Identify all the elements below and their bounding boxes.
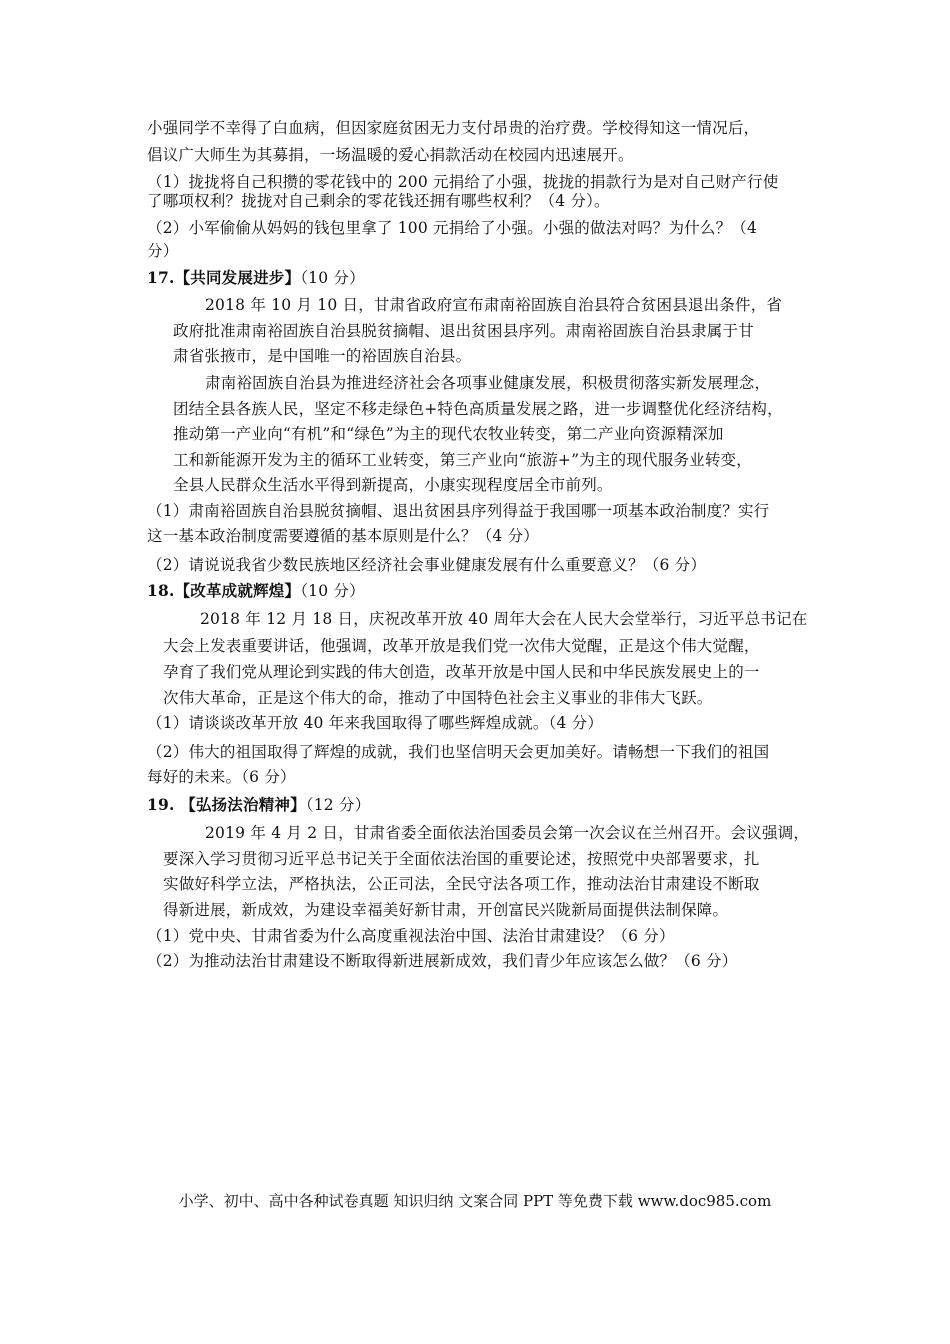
question-17-sub-2: （2）请说说我省少数民族地区经济社会事业健康发展有什么重要意义？（6 分）	[147, 556, 707, 574]
question-19-passage-line-4: 得新进展，新成效，为建设幸福美好新甘肃，开创富民兴陇新局面提供法制保障。	[163, 901, 729, 919]
question-17-number: 17.	[147, 268, 175, 287]
question-18-sub-2-line-1: （2）伟大的祖国取得了辉煌的成就，我们也坚信明天会更加美好。请畅想一下我们的祖国	[147, 743, 770, 761]
question-19-number: 19.	[147, 795, 175, 814]
question-18-passage-line-4: 次伟大革命，正是这个伟大的命，推动了中国特色社会主义事业的非伟大飞跃。	[163, 689, 713, 707]
question-18-number: 18.	[147, 581, 175, 600]
question-18-title: 【改革成就辉煌】	[174, 581, 301, 600]
question-17-passage-1-line-2: 政府批准肃南裕固族自治县脱贫摘帽、退出贫困县序列。肃南裕固族自治县隶属于甘	[173, 322, 754, 340]
question-17-heading	[147, 268, 365, 288]
question-17-sub-1-line-2: 这一基本政治制度需要遵循的基本原则是什么？（4 分）	[147, 527, 539, 545]
question-19-title: 【弘扬法治精神】	[180, 795, 306, 814]
question-17-passage-1-line-1: 2018 年 10 月 10 日，甘肃省政府宣布肃南裕固族自治县符合贫困县退出条件，省	[205, 296, 783, 314]
intro-question-1-line-1: （1）拢拢将自己积攒的零花钱中的 200 元捐给了小强，拢拢的捐款行为是对自己财产行使	[147, 173, 779, 191]
question-19-score: （12 分）	[305, 796, 371, 814]
question-19-sub-2: （2）为推动法治甘肃建设不断取得新进展新成效，我们青少年应该怎么做？（6 分）	[147, 952, 738, 970]
question-18-sub-1: （1）请谈谈改革开放 40 年来我国取得了哪些辉煌成就。（4 分）	[147, 714, 604, 732]
question-18-score: （10 分）	[300, 582, 365, 600]
intro-question-2-line-1: （2）小军偷偷从妈妈的钱包里拿了 100 元捐给了小强。小强的做法对吗？为什么？（4	[147, 219, 758, 237]
question-17-passage-2-line-3: 推动第一产业向“有机”和“绿色”为主的现代农牧业转变，第二产业向资源精深加	[173, 425, 724, 443]
question-18-sub-2-line-2: 每好的未来。（6 分）	[147, 768, 296, 786]
page-footer: 小学、初中、高中各种试卷真题 知识归纳 文案合同 PPT 等免费下载 www.doc985.com	[178, 1192, 772, 1210]
question-19-passage-line-1: 2019 年 4 月 2 日，甘肃省委全面依法治国委员会第一次会议在兰州召开。会议强调，	[205, 824, 810, 842]
question-17-passage-2-line-1: 肃南裕固族自治县为推进经济社会各项事业健康发展，积极贯彻落实新发展理念，	[205, 374, 771, 392]
intro-line-1: 小强同学不幸得了白血病，但因家庭贫困无力支付昂贵的治疗费。学校得知这一情况后，	[147, 119, 760, 137]
intro-line-2: 倡议广大师生为其募捐，一场温暖的爱心捐款活动在校园内迅速展开。	[147, 146, 634, 164]
intro-question-2-line-2: 分）	[147, 242, 179, 260]
intro-question-1-line-2: 了哪项权利？拢拢对自己剩余的零花钱还拥有哪些权利？（4 分）。	[147, 192, 610, 210]
question-19-passage-line-2: 要深入学习贯彻习近平总书记关于全面依法治国的重要论述，按照党中央部署要求，扎	[163, 850, 760, 868]
question-19-passage-line-3: 实做好科学立法，严格执法，公正司法，全民守法各项工作，推动法治甘肃建设不断取	[163, 875, 760, 893]
question-17-title: 【共同发展进步】	[174, 268, 301, 287]
question-19-sub-1: （1）党中央、甘肃省委为什么高度重视法治中国、法治甘肃建设？（6 分）	[147, 927, 675, 945]
question-18-heading	[147, 581, 365, 601]
question-17-passage-2-line-2: 团结全县各族人民，坚定不移走绿色+特色高质量发展之路，进一步调整优化经济结构，	[173, 400, 783, 418]
question-17-score: （10 分）	[300, 269, 365, 287]
question-18-passage-line-3: 孕育了我们党从理论到实践的伟大创造，改革开放是中国人民和中华民族发展史上的一	[163, 663, 760, 681]
question-17-sub-1-line-1: （1）肃南裕固族自治县脱贫摘帽、退出贫困县序列得益于我国哪一项基本政治制度？实行	[147, 502, 770, 520]
question-18-passage-line-1: 2018 年 12 月 18 日，庆祝改革开放 40 周年大会在人民大会堂举行，习近平总书记在	[200, 610, 808, 628]
question-17-passage-2-line-5: 全县人民群众生活水平得到新提高，小康实现程度居全市前列。	[173, 476, 613, 494]
question-17-passage-1-line-3: 肃省张掖市，是中国唯一的裕固族自治县。	[173, 347, 472, 365]
question-18-passage-line-2: 大会上发表重要讲话，他强调，改革开放是我们党一次伟大觉醒，正是这个伟大觉醒，	[163, 637, 760, 655]
question-19-heading	[147, 795, 370, 815]
question-17-passage-2-line-4: 工和新能源开发为主的循环工业转变，第三产业向“旅游+”为主的现代服务业转变，	[173, 451, 752, 469]
